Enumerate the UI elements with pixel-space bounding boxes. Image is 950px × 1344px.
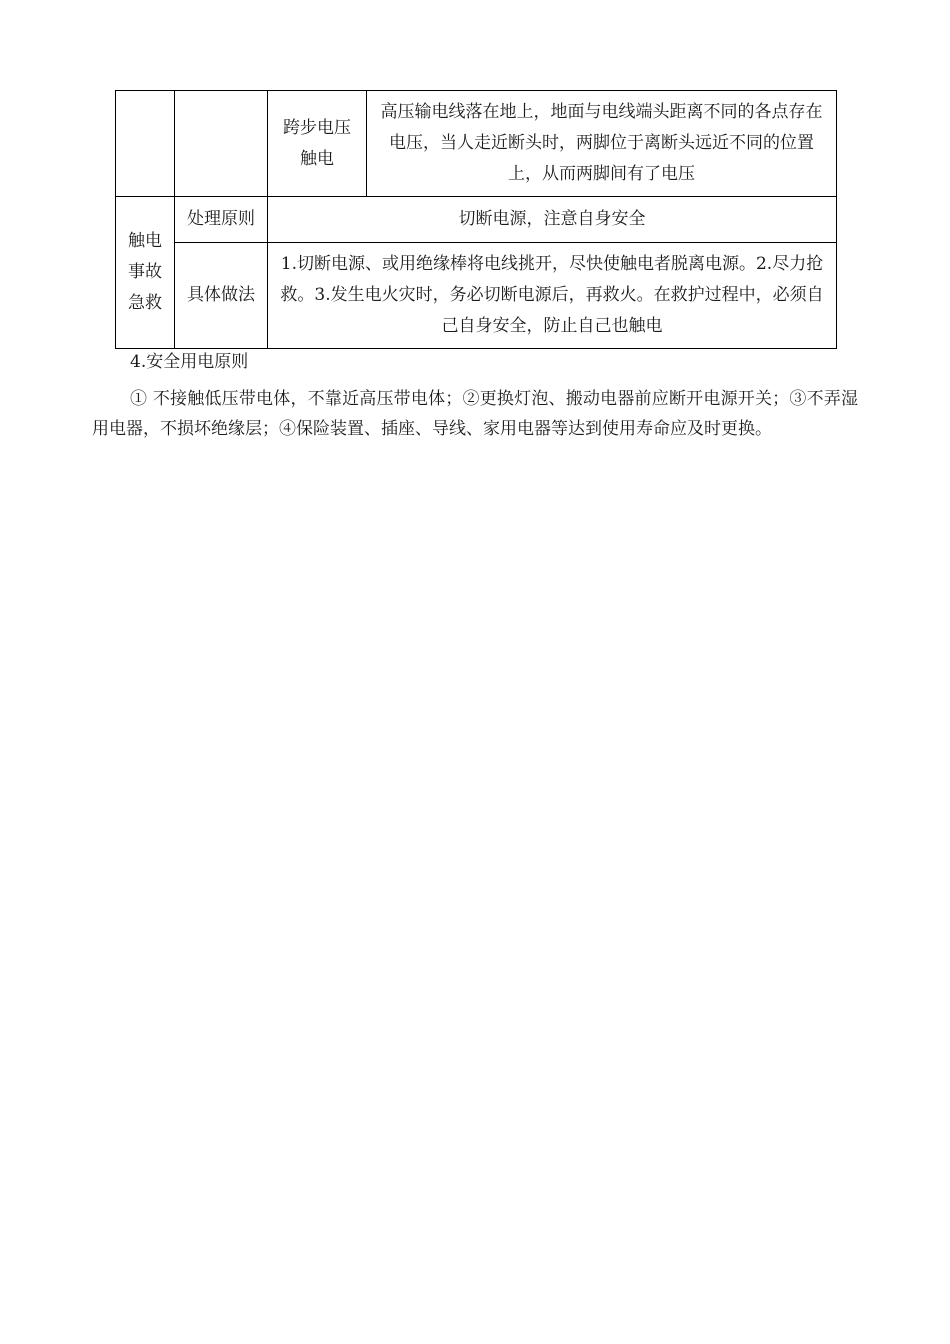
table-cell-empty [116,91,175,197]
principle-text-cell: 切断电源，注意自身安全 [268,197,837,243]
principle-label-cell: 处理原则 [175,197,268,243]
table-cell-empty [175,91,268,197]
table-row [116,197,837,243]
shock-description-cell: 高压输电线落在地上，地面与电线端头距离不同的各点存在电压，当人走近断头时，两脚位于离断头远近不同的位置上，从而两脚间有了电压 [367,91,837,197]
electric-safety-table [115,90,837,349]
section-heading: 4.安全用电原则 [130,352,249,372]
rescue-category-cell: 触电事故急救 [116,197,175,349]
table-row [116,91,837,197]
safety-principles-paragraph: ① 不接触低压带电体，不靠近高压带电体；②更换灯泡、搬动电器前应断开电源开关；③不弄湿用电器，不损坏绝缘层；④保险装置、插座、导线、家用电器等达到使用寿命应及时更换。 [92,389,858,439]
method-label-cell: 具体做法 [175,243,268,349]
method-text-cell: 1.切断电源、或用绝缘棒将电线挑开，尽快使触电者脱离电源。2.尽力抢救。3.发生电火灾时，务必切断电源后，再救火。在救护过程中，必须自己自身安全，防止自己也触电 [268,243,837,349]
table-row [116,243,837,349]
shock-type-cell: 跨步电压触电 [268,91,367,197]
